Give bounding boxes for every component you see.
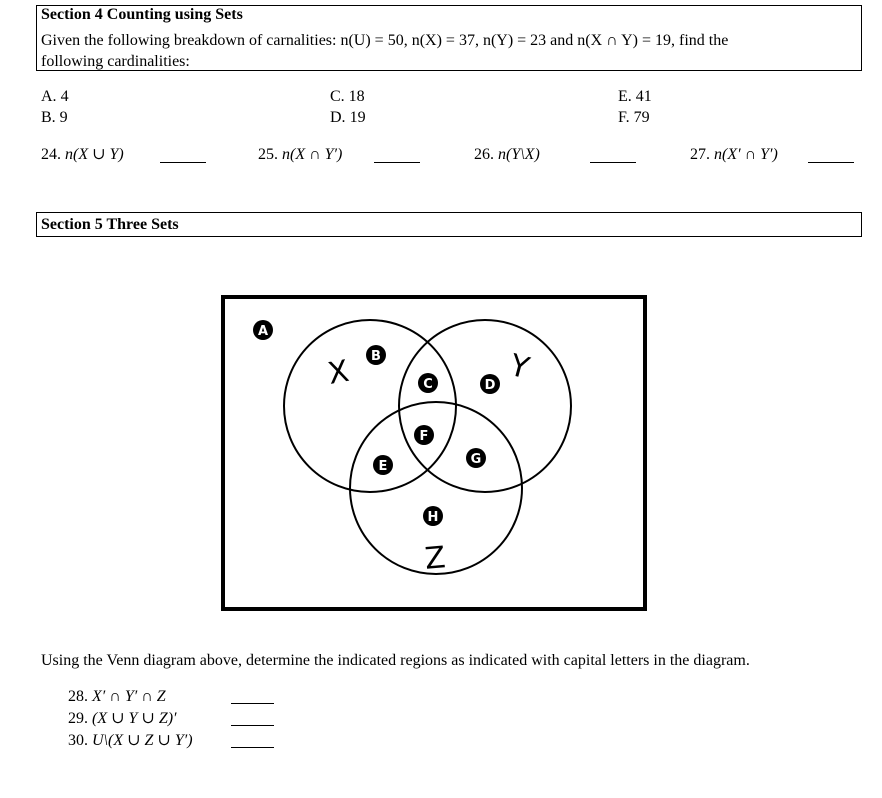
choice-b: B. 9 [41, 109, 68, 126]
question-25: 25. n(X ∩ Y′) [258, 146, 343, 163]
svg-text:C: C [423, 377, 433, 392]
set-z-label: Z [423, 540, 447, 577]
set-x-circle [284, 320, 456, 492]
region-d-marker [480, 374, 500, 394]
set-y-circle [399, 320, 571, 492]
svg-text:D: D [484, 378, 496, 393]
region-b-marker [366, 345, 386, 365]
question-28: 28. X′ ∩ Y′ ∩ Z [68, 688, 166, 705]
answer-blank-28[interactable] [231, 703, 274, 704]
section4-intro-line2: following cardinalities: [41, 53, 190, 70]
region-c-marker [418, 373, 438, 393]
set-y-label: Y [505, 347, 533, 387]
section4-intro-line1: Given the following breakdown of carnalities: n(U) = 50, n(X) = 37, n(Y) = 23 and n(X ∩ Y) = 19, find the [41, 32, 729, 49]
section5-instruction: Using the Venn diagram above, determine the indicated regions as indicated with capital letters in the diagram. [41, 652, 750, 669]
choice-f: F. 79 [618, 109, 650, 126]
svg-text:B: B [371, 349, 381, 364]
question-26: 26. n(Y\X) [474, 146, 540, 163]
set-x-label: X [325, 353, 352, 392]
question-24: 24. n(X ∪ Y) [41, 146, 124, 163]
question-30: 30. U\(X ∪ Z ∪ Y′) [68, 732, 193, 749]
question-29: 29. (X ∪ Y ∪ Z)′ [68, 710, 177, 727]
svg-text:G: G [470, 452, 482, 467]
region-g-marker [466, 448, 486, 468]
svg-text:A: A [257, 324, 269, 339]
svg-text:E: E [378, 459, 388, 474]
choice-c: C. 18 [330, 88, 365, 105]
region-a-marker [253, 320, 273, 340]
svg-text:F: F [419, 429, 429, 444]
region-f-marker [414, 425, 434, 445]
region-e-marker [373, 455, 393, 475]
answer-blank-29[interactable] [231, 725, 274, 726]
section5-title: Section 5 Three Sets [41, 216, 179, 233]
answer-blank-30[interactable] [231, 747, 274, 748]
svg-text:H: H [427, 510, 439, 525]
choice-a: A. 4 [41, 88, 69, 105]
choice-d: D. 19 [330, 109, 366, 126]
question-27: 27. n(X′ ∩ Y′) [690, 146, 778, 163]
section4-title: Section 4 Counting using Sets [41, 6, 243, 23]
region-h-marker [423, 506, 443, 526]
choice-e: E. 41 [618, 88, 652, 105]
